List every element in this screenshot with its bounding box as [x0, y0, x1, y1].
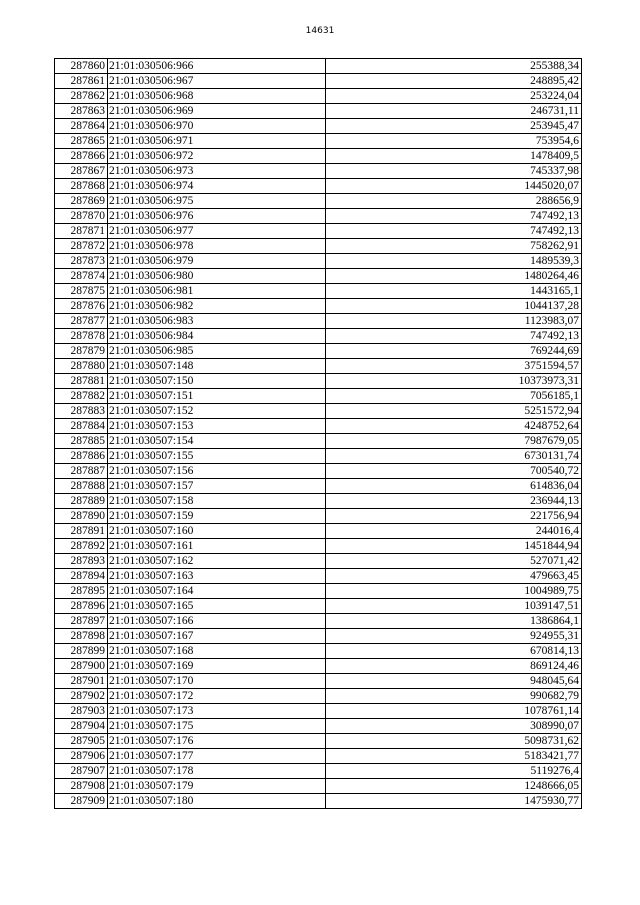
table-row — [55, 734, 582, 749]
cadastral-number-cell: 21:01:030506:979 — [108, 254, 326, 269]
row-number-cell: 287886 — [55, 449, 108, 464]
cadastral-number-cell: 21:01:030507:151 — [108, 389, 326, 404]
row-number-cell: 287880 — [55, 359, 108, 374]
cadastral-number-cell: 21:01:030507:180 — [108, 794, 326, 809]
row-number-cell: 287875 — [55, 284, 108, 299]
cadastral-number-cell: 21:01:030507:150 — [108, 374, 326, 389]
table-row — [55, 764, 582, 779]
cadastral-number-cell: 21:01:030507:164 — [108, 584, 326, 599]
cadastral-value-cell: 1248666,05 — [326, 779, 582, 794]
cadastral-number-cell: 21:01:030507:165 — [108, 599, 326, 614]
table-row — [55, 794, 582, 809]
row-number-cell: 287902 — [55, 689, 108, 704]
cadastral-number-cell: 21:01:030507:162 — [108, 554, 326, 569]
table-row — [55, 74, 582, 89]
cadastral-value-cell: 288656,9 — [326, 194, 582, 209]
table-row — [55, 209, 582, 224]
cadastral-number-cell: 21:01:030506:984 — [108, 329, 326, 344]
cadastral-value-cell: 7056185,1 — [326, 389, 582, 404]
row-number-cell: 287908 — [55, 779, 108, 794]
cadastral-value-cell: 5119276,4 — [326, 764, 582, 779]
cadastral-number-cell: 21:01:030507:148 — [108, 359, 326, 374]
cadastral-number-cell: 21:01:030507:159 — [108, 509, 326, 524]
table-row — [55, 329, 582, 344]
cadastral-number-cell: 21:01:030507:152 — [108, 404, 326, 419]
table-row — [55, 644, 582, 659]
table-row — [55, 449, 582, 464]
cadastral-value-cell: 479663,45 — [326, 569, 582, 584]
table-body — [55, 59, 582, 809]
cadastral-value-cell: 745337,98 — [326, 164, 582, 179]
cadastral-value-cell: 1044137,28 — [326, 299, 582, 314]
row-number-cell: 287904 — [55, 719, 108, 734]
table-row — [55, 509, 582, 524]
cadastral-value-cell: 3751594,57 — [326, 359, 582, 374]
table-row — [55, 524, 582, 539]
table-row — [55, 629, 582, 644]
row-number-cell: 287903 — [55, 704, 108, 719]
table-row — [55, 494, 582, 509]
row-number-cell: 287890 — [55, 509, 108, 524]
cadastral-number-cell: 21:01:030507:158 — [108, 494, 326, 509]
row-number-cell: 287905 — [55, 734, 108, 749]
table-row — [55, 239, 582, 254]
cadastral-number-cell: 21:01:030506:983 — [108, 314, 326, 329]
row-number-cell: 287874 — [55, 269, 108, 284]
row-number-cell: 287889 — [55, 494, 108, 509]
cadastral-value-cell: 253945,47 — [326, 119, 582, 134]
cadastral-value-cell: 5098731,62 — [326, 734, 582, 749]
table-row — [55, 359, 582, 374]
cadastral-value-cell: 1078761,14 — [326, 704, 582, 719]
row-number-cell: 287877 — [55, 314, 108, 329]
table-row — [55, 614, 582, 629]
table-row — [55, 119, 582, 134]
cadastral-value-cell: 670814,13 — [326, 644, 582, 659]
table-row — [55, 344, 582, 359]
row-number-cell: 287901 — [55, 674, 108, 689]
table-row — [55, 599, 582, 614]
cadastral-value-cell: 1489539,3 — [326, 254, 582, 269]
table-row — [55, 689, 582, 704]
table-row — [55, 749, 582, 764]
row-number-cell: 287878 — [55, 329, 108, 344]
cadastral-number-cell: 21:01:030506:978 — [108, 239, 326, 254]
cadastral-number-cell: 21:01:030506:971 — [108, 134, 326, 149]
cadastral-number-cell: 21:01:030507:169 — [108, 659, 326, 674]
table-row — [55, 719, 582, 734]
cadastral-number-cell: 21:01:030506:976 — [108, 209, 326, 224]
cadastral-value-cell: 747492,13 — [326, 209, 582, 224]
cadastral-number-cell: 21:01:030506:972 — [108, 149, 326, 164]
cadastral-value-cell: 1480264,46 — [326, 269, 582, 284]
table-row — [55, 179, 582, 194]
cadastral-value-cell: 248895,42 — [326, 74, 582, 89]
cadastral-value-cell: 1123983,07 — [326, 314, 582, 329]
cadastral-number-cell: 21:01:030506:977 — [108, 224, 326, 239]
cadastral-number-cell: 21:01:030507:161 — [108, 539, 326, 554]
cadastral-value-cell: 255388,34 — [326, 59, 582, 74]
cadastral-value-cell: 5183421,77 — [326, 749, 582, 764]
page-number: 14631 — [305, 26, 335, 36]
row-number-cell: 287879 — [55, 344, 108, 359]
cadastral-value-cell: 758262,91 — [326, 239, 582, 254]
cadastral-number-cell: 21:01:030506:968 — [108, 89, 326, 104]
row-number-cell: 287861 — [55, 74, 108, 89]
cadastral-number-cell: 21:01:030506:970 — [108, 119, 326, 134]
row-number-cell: 287885 — [55, 434, 108, 449]
table-row — [55, 659, 582, 674]
cadastral-value-cell: 769244,69 — [326, 344, 582, 359]
cadastral-number-cell: 21:01:030507:157 — [108, 479, 326, 494]
cadastral-number-cell: 21:01:030507:176 — [108, 734, 326, 749]
cadastral-number-cell: 21:01:030507:179 — [108, 779, 326, 794]
cadastral-number-cell: 21:01:030507:168 — [108, 644, 326, 659]
cadastral-number-cell: 21:01:030507:178 — [108, 764, 326, 779]
cadastral-number-cell: 21:01:030506:969 — [108, 104, 326, 119]
cadastral-number-cell: 21:01:030507:160 — [108, 524, 326, 539]
table-row — [55, 434, 582, 449]
cadastral-value-cell: 924955,31 — [326, 629, 582, 644]
table-row — [55, 314, 582, 329]
cadastral-number-cell: 21:01:030507:177 — [108, 749, 326, 764]
row-number-cell: 287892 — [55, 539, 108, 554]
cadastral-number-cell: 21:01:030506:974 — [108, 179, 326, 194]
cadastral-value-cell: 308990,07 — [326, 719, 582, 734]
cadastral-value-cell: 7987679,05 — [326, 434, 582, 449]
cadastral-number-cell: 21:01:030506:981 — [108, 284, 326, 299]
table-row — [55, 539, 582, 554]
cadastral-value-cell: 1386864,1 — [326, 614, 582, 629]
cadastral-number-cell: 21:01:030506:966 — [108, 59, 326, 74]
row-number-cell: 287906 — [55, 749, 108, 764]
cadastral-value-cell: 236944,13 — [326, 494, 582, 509]
table-row — [55, 104, 582, 119]
cadastral-number-cell: 21:01:030506:980 — [108, 269, 326, 284]
table-row — [55, 704, 582, 719]
row-number-cell: 287883 — [55, 404, 108, 419]
row-number-cell: 287907 — [55, 764, 108, 779]
cadastral-number-cell: 21:01:030506:967 — [108, 74, 326, 89]
row-number-cell: 287860 — [55, 59, 108, 74]
cadastral-number-cell: 21:01:030506:982 — [108, 299, 326, 314]
cadastral-value-cell: 869124,46 — [326, 659, 582, 674]
cadastral-number-cell: 21:01:030506:973 — [108, 164, 326, 179]
table-row — [55, 224, 582, 239]
row-number-cell: 287865 — [55, 134, 108, 149]
table-row — [55, 389, 582, 404]
table-row — [55, 569, 582, 584]
cadastral-number-cell: 21:01:030506:985 — [108, 344, 326, 359]
table-row — [55, 194, 582, 209]
row-number-cell: 287882 — [55, 389, 108, 404]
table-row — [55, 464, 582, 479]
cadastral-value-cell: 1039147,51 — [326, 599, 582, 614]
cadastral-value-cell: 5251572,94 — [326, 404, 582, 419]
row-number-cell: 287872 — [55, 239, 108, 254]
row-number-cell: 287864 — [55, 119, 108, 134]
row-number-cell: 287887 — [55, 464, 108, 479]
row-number-cell: 287891 — [55, 524, 108, 539]
table-row — [55, 374, 582, 389]
table-row — [55, 59, 582, 74]
table-row — [55, 674, 582, 689]
table-row — [55, 299, 582, 314]
row-number-cell: 287870 — [55, 209, 108, 224]
cadastral-value-cell: 4248752,64 — [326, 419, 582, 434]
cadastral-value-cell: 990682,79 — [326, 689, 582, 704]
cadastral-number-cell: 21:01:030507:153 — [108, 419, 326, 434]
cadastral-number-cell: 21:01:030507:175 — [108, 719, 326, 734]
cadastral-value-cell: 221756,94 — [326, 509, 582, 524]
table-row — [55, 404, 582, 419]
row-number-cell: 287881 — [55, 374, 108, 389]
cadastral-value-cell: 753954,6 — [326, 134, 582, 149]
cadastral-number-cell: 21:01:030507:172 — [108, 689, 326, 704]
cadastral-number-cell: 21:01:030507:156 — [108, 464, 326, 479]
cadastral-number-cell: 21:01:030507:167 — [108, 629, 326, 644]
row-number-cell: 287897 — [55, 614, 108, 629]
row-number-cell: 287894 — [55, 569, 108, 584]
row-number-cell: 287863 — [55, 104, 108, 119]
table-row — [55, 554, 582, 569]
table-row — [55, 89, 582, 104]
row-number-cell: 287871 — [55, 224, 108, 239]
table-row — [55, 254, 582, 269]
cadastral-number-cell: 21:01:030507:170 — [108, 674, 326, 689]
row-number-cell: 287909 — [55, 794, 108, 809]
row-number-cell: 287869 — [55, 194, 108, 209]
cadastral-value-cell: 527071,42 — [326, 554, 582, 569]
cadastral-value-cell: 614836,04 — [326, 479, 582, 494]
cadastral-number-cell: 21:01:030506:975 — [108, 194, 326, 209]
cadastral-value-cell: 10373973,31 — [326, 374, 582, 389]
table-row — [55, 779, 582, 794]
table-row — [55, 284, 582, 299]
table-row — [55, 134, 582, 149]
row-number-cell: 287898 — [55, 629, 108, 644]
cadastral-value-table — [54, 58, 582, 809]
cadastral-number-cell: 21:01:030507:173 — [108, 704, 326, 719]
cadastral-value-cell: 747492,13 — [326, 224, 582, 239]
cadastral-value-cell: 747492,13 — [326, 329, 582, 344]
table-row — [55, 419, 582, 434]
cadastral-value-cell: 1004989,75 — [326, 584, 582, 599]
cadastral-value-cell: 700540,72 — [326, 464, 582, 479]
row-number-cell: 287900 — [55, 659, 108, 674]
cadastral-value-cell: 6730131,74 — [326, 449, 582, 464]
cadastral-value-cell: 1451844,94 — [326, 539, 582, 554]
row-number-cell: 287893 — [55, 554, 108, 569]
row-number-cell: 287876 — [55, 299, 108, 314]
cadastral-value-cell: 948045,64 — [326, 674, 582, 689]
cadastral-value-cell: 244016,4 — [326, 524, 582, 539]
cadastral-number-cell: 21:01:030507:163 — [108, 569, 326, 584]
table-row — [55, 269, 582, 284]
table-row — [55, 479, 582, 494]
row-number-cell: 287888 — [55, 479, 108, 494]
cadastral-number-cell: 21:01:030507:154 — [108, 434, 326, 449]
cadastral-value-cell: 1445020,07 — [326, 179, 582, 194]
cadastral-value-cell: 246731,11 — [326, 104, 582, 119]
row-number-cell: 287866 — [55, 149, 108, 164]
row-number-cell: 287895 — [55, 584, 108, 599]
row-number-cell: 287868 — [55, 179, 108, 194]
row-number-cell: 287867 — [55, 164, 108, 179]
row-number-cell: 287862 — [55, 89, 108, 104]
row-number-cell: 287884 — [55, 419, 108, 434]
cadastral-number-cell: 21:01:030507:155 — [108, 449, 326, 464]
cadastral-number-cell: 21:01:030507:166 — [108, 614, 326, 629]
row-number-cell: 287899 — [55, 644, 108, 659]
table-row — [55, 584, 582, 599]
cadastral-value-cell: 1478409,5 — [326, 149, 582, 164]
table-row — [55, 149, 582, 164]
cadastral-value-cell: 253224,04 — [326, 89, 582, 104]
cadastral-value-cell: 1443165,1 — [326, 284, 582, 299]
row-number-cell: 287873 — [55, 254, 108, 269]
table-row — [55, 164, 582, 179]
row-number-cell: 287896 — [55, 599, 108, 614]
cadastral-value-cell: 1475930,77 — [326, 794, 582, 809]
